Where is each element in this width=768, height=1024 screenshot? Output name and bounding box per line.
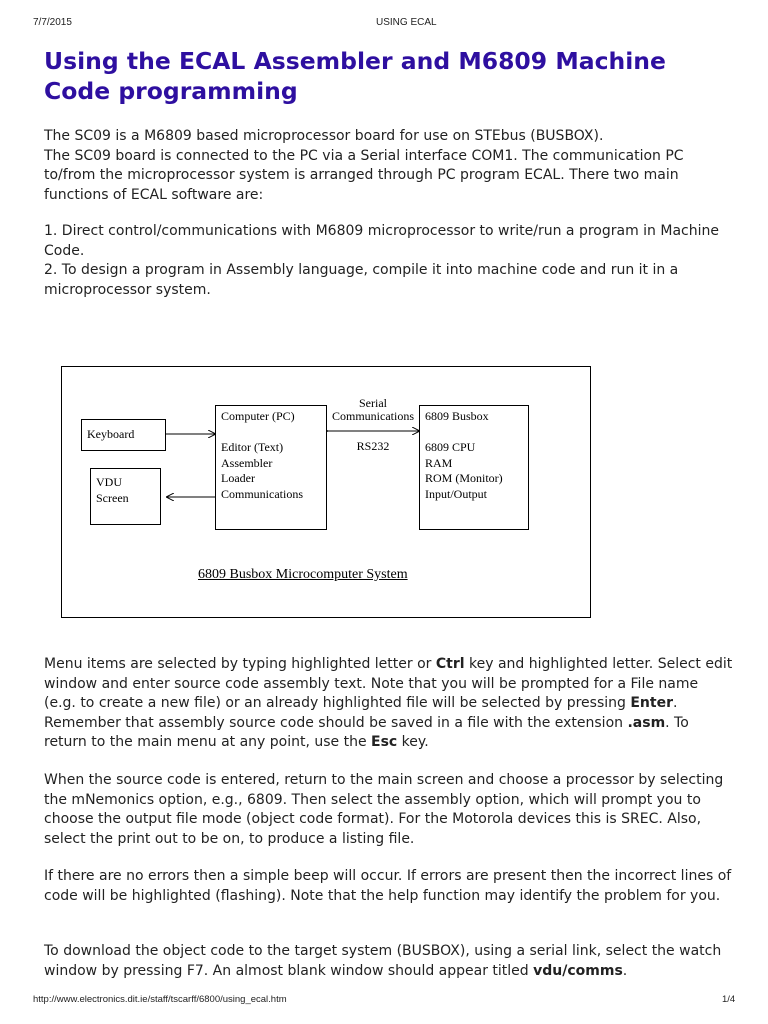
menu-text-2: key and highlighted letter. Select edit window and enter source code assembly text. Note that you will be prompted for a File name (e.g. to create a new file) or an already highlighted file will be selected by pressing — [44, 656, 733, 711]
download-paragraph — [44, 942, 734, 981]
page-title: Using the ECAL Assembler and M6809 Machine Code programming — [44, 47, 666, 105]
enter-key-text: Enter — [630, 695, 673, 711]
esc-key-text: Esc — [371, 734, 398, 750]
computer-pc-box — [215, 405, 327, 530]
download-text-2: . — [622, 962, 628, 979]
pc-label-communications: Communications — [221, 486, 303, 501]
pc-label-loader: Loader — [221, 471, 255, 485]
intro-line-1: The SC09 is a M6809 based microprocessor board for use on STEbus (BUSBOX). — [44, 128, 604, 144]
function-item-2: 2. To design a program in Assembly language, compile it into machine code and run it in a microprocessor system. — [44, 262, 679, 298]
download-text-1: To download the object code to the target system (BUSBOX), using a serial link, select the watch window by pressing F7. An almost blank window should appear titled — [44, 943, 722, 979]
menu-text-5: key. — [397, 734, 429, 750]
header-date: 7/7/2015 — [33, 17, 72, 28]
busbox-label-title: 6809 Busbox — [425, 409, 489, 423]
intro-line-2: The SC09 board is connected to the PC via a Serial interface COM1. The communication PC to/from the microprocessor system is arranged through PC program ECAL. There two main functions of ECAL software are: — [44, 147, 684, 203]
header-title: USING ECAL — [376, 17, 437, 28]
errors-paragraph: If there are no errors then a simple beep will occur. If errors are present then the incorrect lines of code will be highlighted (flashing). Note that the help function may identify the problem for you. — [44, 868, 732, 904]
keyboard-label: Keyboard — [87, 427, 135, 441]
vdu-label-line-2: Screen — [96, 490, 129, 505]
diagram-caption: 6809 Busbox Microcomputer System — [198, 567, 408, 582]
ctrl-key-text: Ctrl — [435, 656, 465, 672]
busbox-box — [419, 405, 529, 530]
busbox-label-cpu: 6809 CPU — [425, 440, 476, 454]
serial-label-line-1: Serial — [359, 396, 387, 410]
footer-page-number: 1/4 — [722, 994, 736, 1005]
menu-text-3: . Remember that assembly source code should be saved in a file with the extension — [44, 695, 678, 731]
serial-label-line-2: Communications — [332, 409, 414, 423]
function-item-1: 1. Direct control/communications with M6809 microprocessor to write/run a program in Machine Code. — [44, 223, 719, 259]
function-list — [44, 222, 734, 300]
intro-paragraph — [44, 127, 734, 205]
vdu-label-line-1: VDU — [96, 475, 122, 489]
busbox-label-ram: RAM — [425, 455, 453, 470]
menu-text-1: Menu items are selected by typing highlighted letter or — [44, 656, 436, 672]
menu-text-4: . To return to the main menu at any point, use the — [44, 714, 689, 750]
footer-url[interactable]: http://www.electronics.dit.ie/staff/tscarff/6800/using_ecal.htm — [33, 994, 287, 1005]
serial-communications-label — [327, 397, 419, 423]
pc-label-assembler: Assembler — [221, 455, 273, 470]
pc-label-title: Computer (PC) — [221, 409, 295, 423]
keyboard-box — [81, 419, 166, 451]
source-code-paragraph: When the source code is entered, return to the main screen and choose a processor by selecting the mNemonics option, e.g., 6809. Then select the assembly option, which will prompt you to choose the output file mode (object code format). For the Motorola devices this is SREC. Also, select the print out to be on, to produce a listing file. — [44, 772, 724, 847]
menu-instructions-paragraph — [44, 655, 734, 753]
vdu-comms-text: vdu/comms — [533, 962, 623, 979]
asm-extension-text: .asm — [627, 714, 666, 731]
busbox-label-rom: ROM (Monitor) — [425, 471, 503, 485]
rs232-label: RS232 — [356, 439, 390, 453]
pc-label-editor: Editor (Text) — [221, 440, 284, 454]
busbox-label-io: Input/Output — [425, 486, 487, 501]
vdu-screen-box — [90, 468, 161, 525]
system-diagram — [61, 366, 591, 618]
